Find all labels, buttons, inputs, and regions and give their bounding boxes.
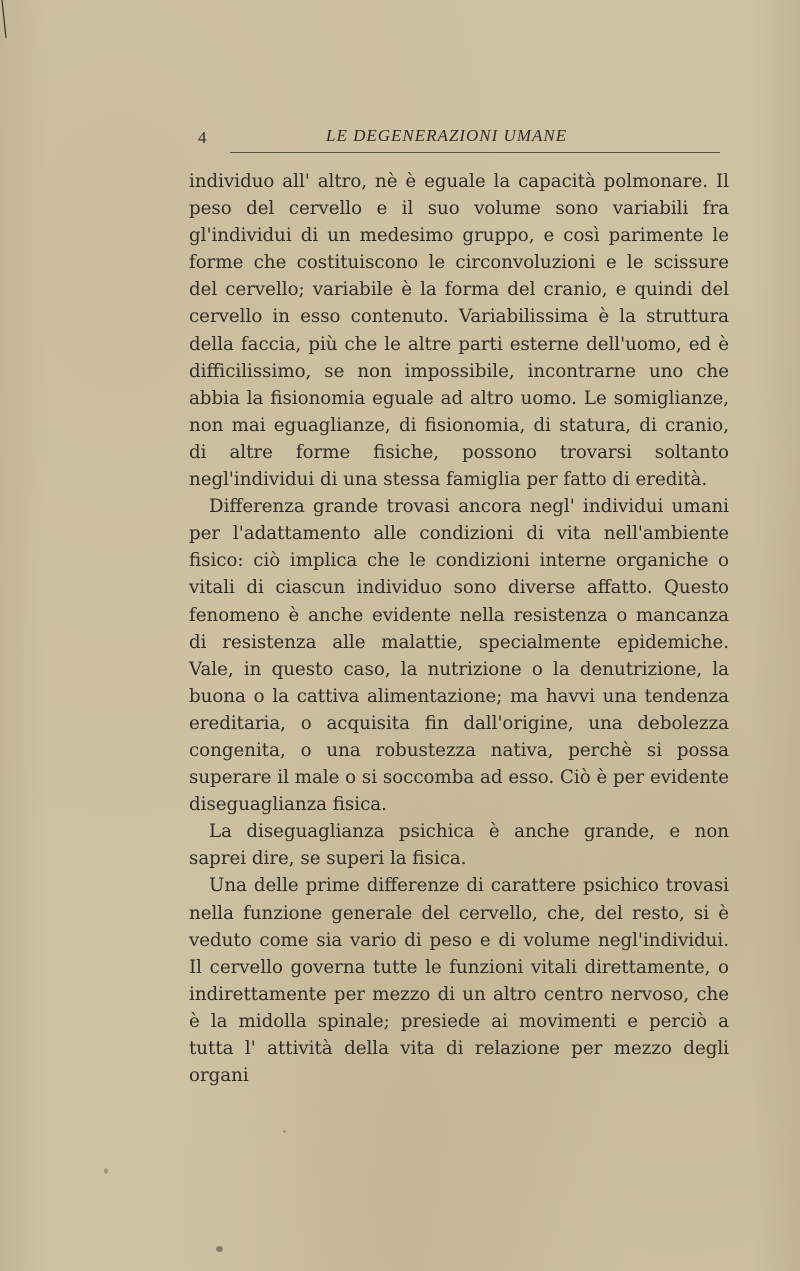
- paragraph-2: Differenza grande trovasi ancora negl' individui umani per l'adattamento alle condizioni di vita nell'ambiente fisico: ciò implica che le condizioni interne organiche o vitali di ciascun individuo sono diverse affatto. Questo fenomeno è anche evidente nella resistenza o mancanza di resistenza alle malattie, specialmente epidemiche. Vale, in questo caso, la nutrizione o la denutrizione, la buona o la cattiva alimentazione; ma havvi una tendenza ereditaria, o acquisita fin dall'origine, una debolezza congenita, o una robustezza nativa, perchè si possa superare il male o si soccomba ad esso. Ciò è per evidente diseguaglianza fisica.: [189, 496, 729, 816]
- header-rule: [230, 152, 720, 153]
- running-title: LE DEGENERAZIONI UMANE: [326, 126, 568, 145]
- paragraph-4: Una delle prime differenze di carattere psichico trovasi nella funzione generale del cervello, che, del resto, si è veduto come sia vario di peso e di volume negl'individui. Il cervello governa tutte le funzioni vitali direttamente, o indirettamente per mezzo di un altro centro nervoso, che è la midolla spinale; presiede ai movimenti e perciò a tutta l' attività della vita di relazione per mezzo degli organi: [189, 875, 729, 1087]
- paragraph-1: individuo all' altro, nè è eguale la capacità polmonare. Il peso del cervello e il suo volume sono variabili fra gl'individui di un medesimo gruppo, e così parimente le forme che costituiscono le circonvoluzioni e le scissure del cervello; variabile è la forma del cranio, e quindi del cervello in esso contenuto. Variabilissima è la struttura della faccia, più che le altre parti esterne dell'uomo, ed è difficilissimo, se non impossibile, incontrarne uno che abbia la fisionomia eguale ad altro uomo. Le somiglianze, non mai eguaglianze, di fisionomia, di statura, di cranio, di altre forme fisiche, possono trovarsi soltanto negl'individui di una stessa famiglia per fatto di eredità.: [189, 171, 729, 491]
- paper-speck: [216, 1246, 223, 1252]
- page-edge-mark: [0, 0, 12, 40]
- body-text: [189, 168, 729, 1089]
- paper-speck: [283, 1130, 286, 1133]
- paragraph-3: La diseguaglianza psichica è anche grande, e non saprei dire, se superi la fisica.: [189, 821, 729, 870]
- page-number: 4: [198, 128, 207, 147]
- paper-speck: [104, 1168, 108, 1174]
